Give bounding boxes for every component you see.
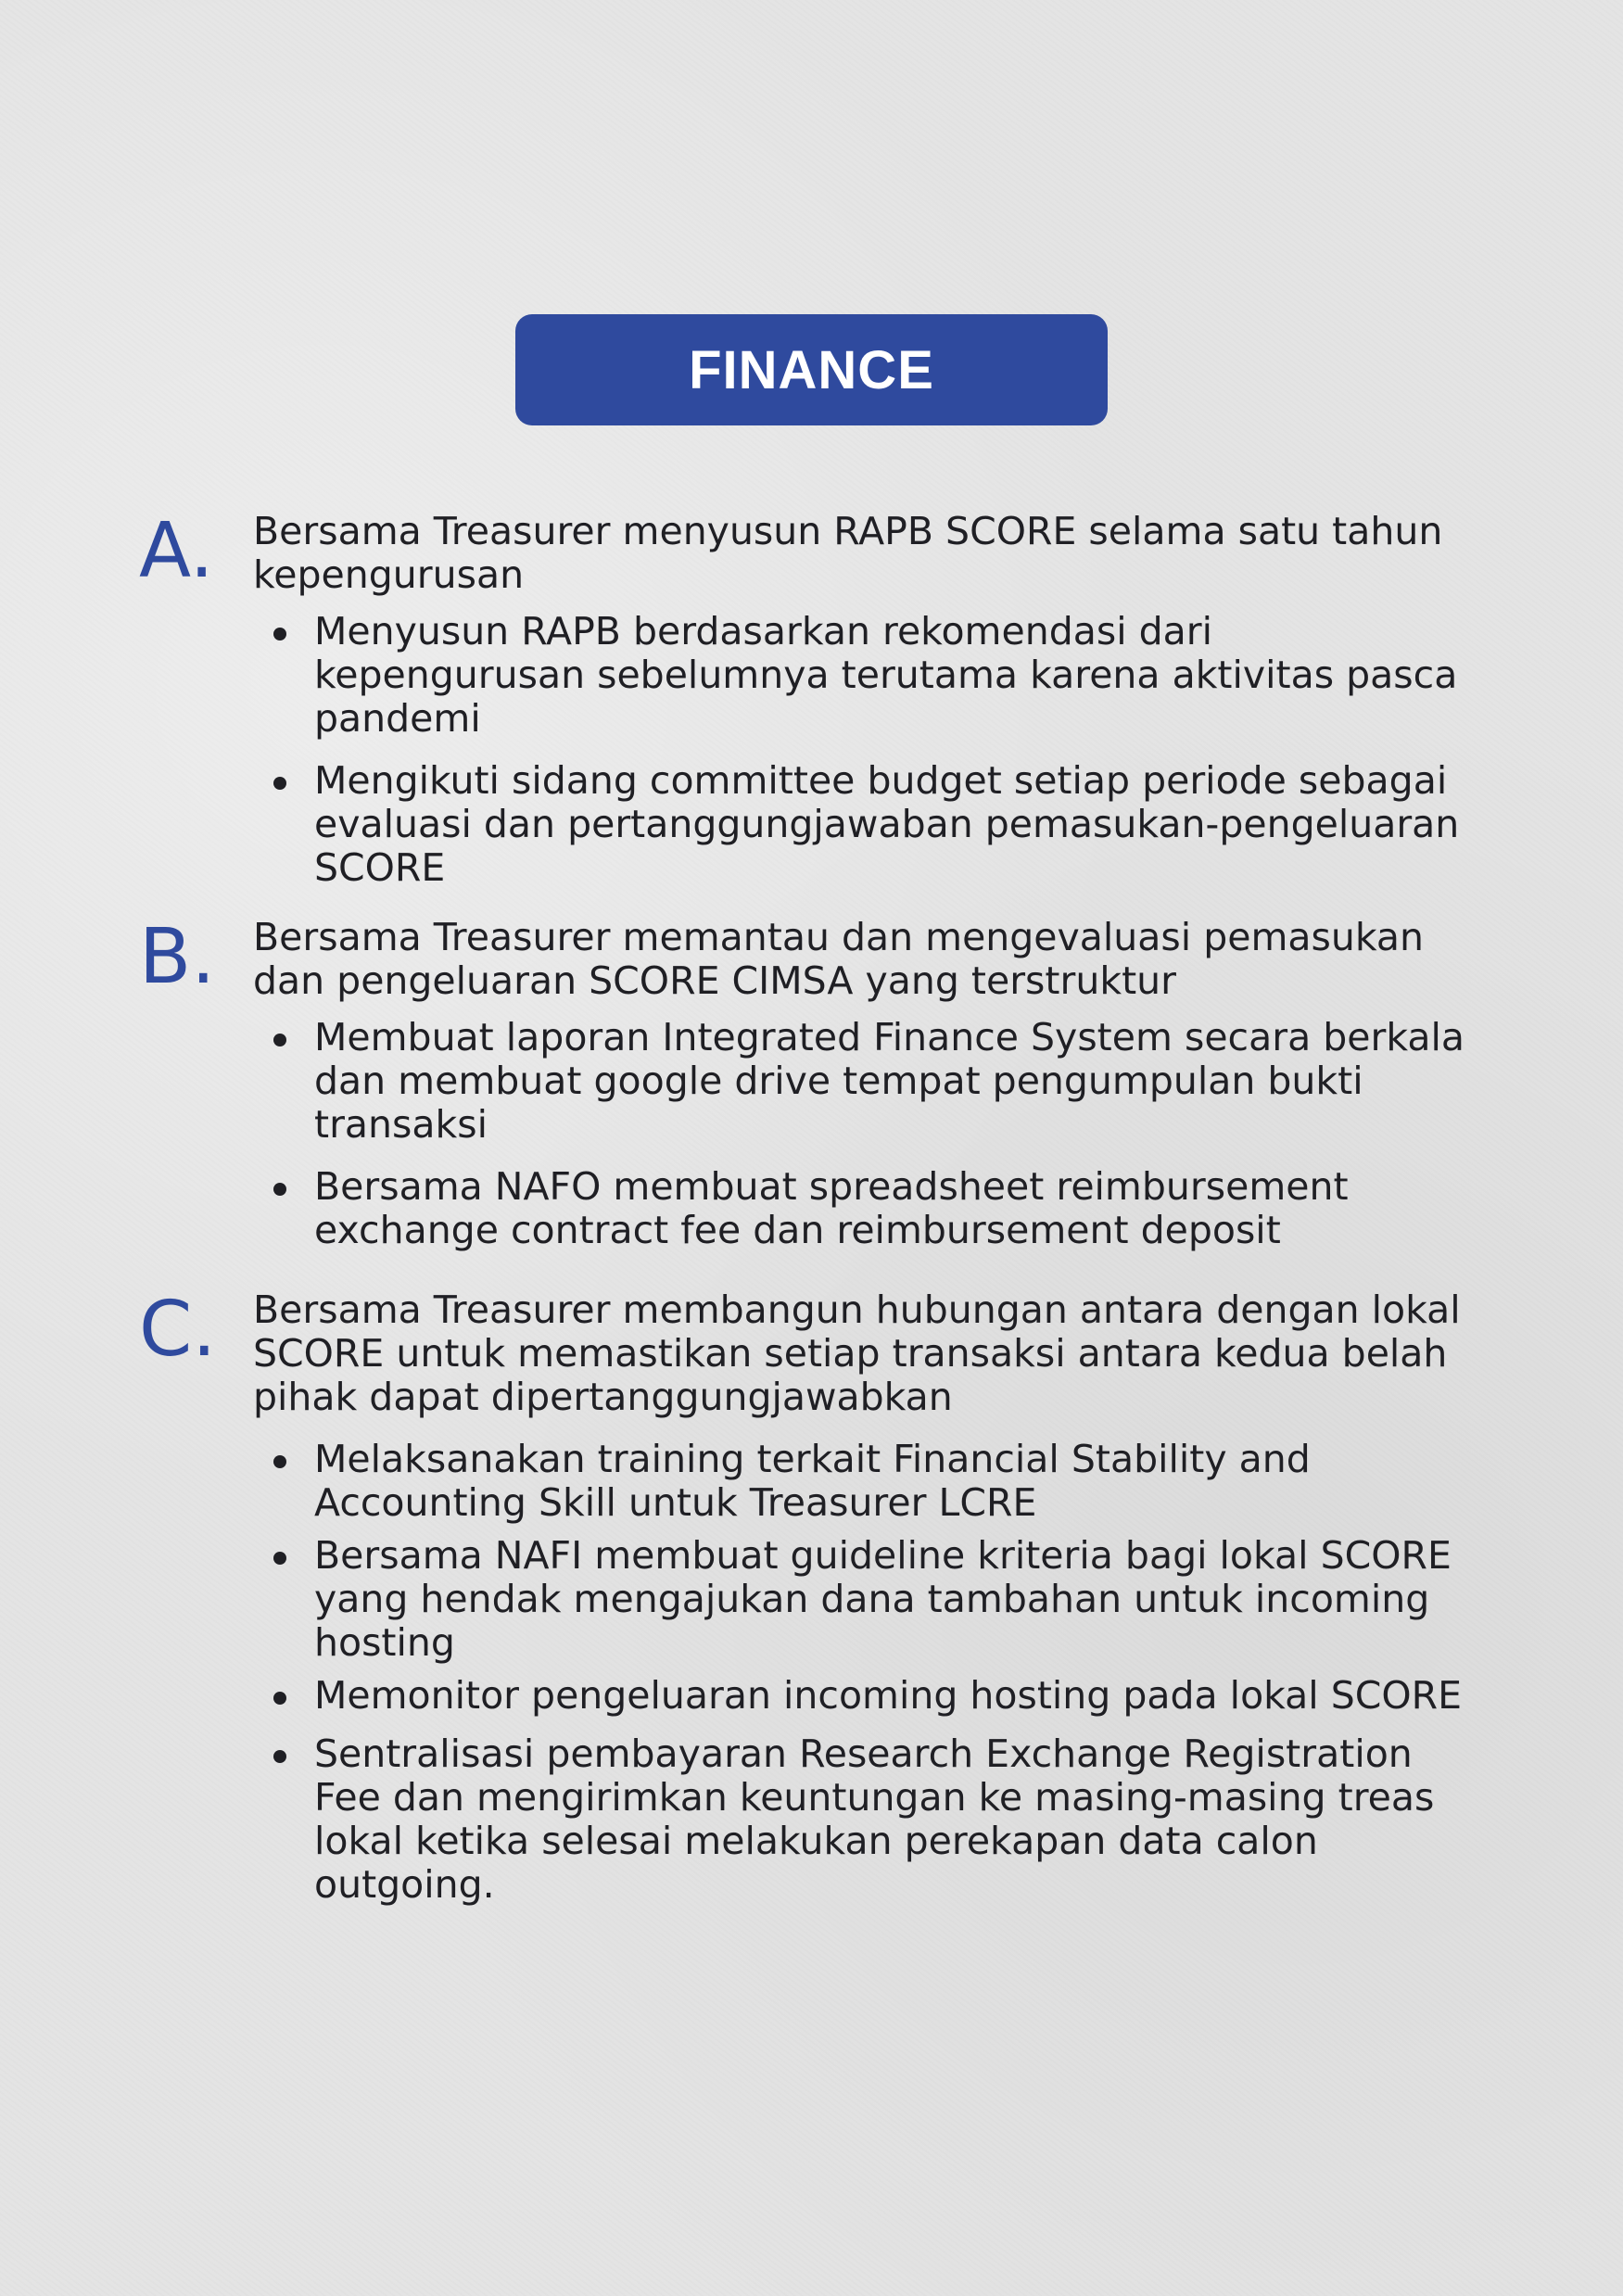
bullet-list — [253, 1438, 1529, 1907]
bullet-list — [253, 1016, 1529, 1252]
section-c — [139, 1288, 1529, 1907]
list-item — [253, 1165, 1482, 1252]
list-item-text: Mengikuti sidang committee budget setiap periode sebagai evaluasi dan pertanggungjawaban pemasukan-pengeluaran SCORE — [314, 758, 1460, 890]
section-letter: B. — [139, 913, 216, 1001]
bullet-icon — [273, 1750, 286, 1763]
list-item-text: Melaksanakan training terkait Financial Stability and Accounting Skill untuk Treasurer LCRE — [314, 1437, 1311, 1525]
section-heading: Bersama Treasurer memantau dan mengevaluasi pemasukan dan pengeluaran SCORE CIMSA yang terstruktur — [253, 915, 1424, 1003]
section-letter: A. — [139, 507, 214, 595]
bullet-icon — [273, 1692, 286, 1705]
list-item-text: Bersama NAFO membuat spreadsheet reimbursement exchange contract fee dan reimbursement deposit — [314, 1164, 1349, 1252]
list-item — [253, 1016, 1482, 1147]
list-item-text: Menyusun RAPB berdasarkan rekomendasi dari kepengurusan sebelumnya terutama karena aktivitas pasca pandemi — [314, 609, 1458, 741]
section-heading: Bersama Treasurer menyusun RAPB SCORE selama satu tahun kepengurusan — [253, 509, 1443, 597]
section-letter: C. — [139, 1286, 217, 1374]
section-b — [139, 913, 1529, 1252]
bullet-icon — [273, 1183, 286, 1196]
list-item-text: Membuat laporan Integrated Finance System secara berkala dan membuat google drive tempat pengumpulan bukti transaksi — [314, 1015, 1465, 1147]
bullet-icon — [273, 1552, 286, 1565]
list-item-text: Memonitor pengeluaran incoming hosting pada lokal SCORE — [314, 1673, 1463, 1718]
list-item — [253, 759, 1482, 890]
list-item — [253, 1534, 1482, 1665]
list-item — [253, 1732, 1482, 1907]
list-item-text: Bersama NAFI membuat guideline kriteria bagi lokal SCORE yang hendak mengajukan dana tambahan untuk incoming hosting — [314, 1533, 1452, 1665]
list-item — [253, 610, 1482, 741]
section-heading: Bersama Treasurer membangun hubungan antara dengan lokal SCORE untuk memastikan setiap transaksi antara kedua belah pihak dapat dipertanggungjawabkan — [253, 1288, 1461, 1419]
bullet-icon — [273, 1455, 286, 1468]
title-badge — [515, 314, 1108, 425]
section-a — [139, 507, 1529, 890]
list-item-text: Sentralisasi pembayaran Research Exchange Registration Fee dan mengirimkan keuntungan ke masing-masing treas lokal ketika selesai melakukan perekapan data calon outgoing. — [314, 1732, 1435, 1907]
page-title: FINANCE — [689, 339, 934, 400]
bullet-list — [253, 610, 1529, 890]
bullet-icon — [273, 1034, 286, 1047]
list-item — [253, 1674, 1482, 1718]
bullet-icon — [273, 628, 286, 641]
list-item — [253, 1438, 1482, 1525]
bullet-icon — [273, 777, 286, 790]
